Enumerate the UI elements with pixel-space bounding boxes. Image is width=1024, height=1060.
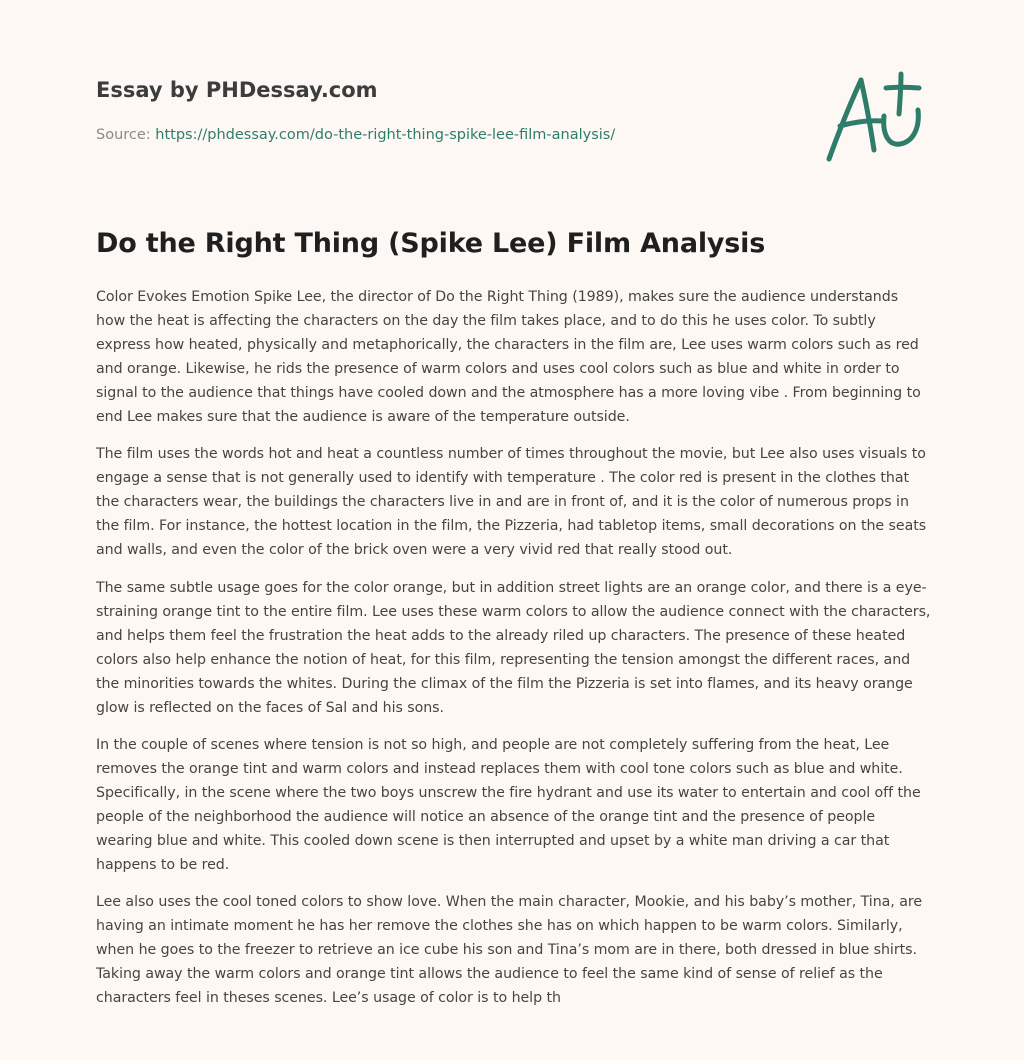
source-label: Source: [96, 127, 156, 143]
essay-paragraph: The film uses the words hot and heat a countless number of times throughout the movie, but Lee also uses visuals to engage a sense that is not generally used to identify with temperature . The color red is present in the clothes that the characters wear, the buildings the characters live in and are in front of, and it is the color of numerous props in the film. For instance, the hottest location in the film, the Pizzeria, had tabletop items, small decorations on the seats and walls, and even the color of the brick oven were a very vivid red that really stood out. [96, 446, 927, 559]
source-line [96, 125, 796, 145]
page-header [96, 76, 796, 145]
a-plus-grade-icon [818, 66, 930, 166]
essay-paragraph: In the couple of scenes where tension is not so high, and people are not completely suffering from the heat, Lee removes the orange tint and warm colors and instead replaces them with cool tone colors such as blue and white. Specifically, in the scene where the two boys unscrew the fire hydrant and use its water to entertain and cool off the people of the neighborhood the audience will notice an absence of the orange tint and the presence of people wearing blue and white. This cooled down scene is then interrupted and upset by a white man driving a car that happens to be red. [96, 736, 921, 874]
essay-paragraph: The same subtle usage goes for the color orange, but in addition street lights are an orange color, and there is a eye-straining orange tint to the entire film. Lee uses these warm colors to allow the audience connect with the characters, and helps them feel the frustration the heat adds to the already riled up characters. The presence of these heated colors also help enhance the notion of heat, for this film, representing the tension amongst the different races, and the minorities towards the whites. During the climax of the film the Pizzeria is set into flames, and its heavy orange glow is reflected on the faces of Sal and his sons. [96, 579, 931, 716]
site-name: Essay by PHDessay.com [96, 78, 378, 102]
essay-paragraph: Lee also uses the cool toned colors to show love. When the main character, Mookie, and his baby’s mother, Tina, are having an intimate moment he has her remove the clothes she has on which happen to be warm colors. Similarly, when he goes to the freezer to retrieve an ice cube his son and Tina’s mom are in there, both dressed in blue shirts. Taking away the warm colors and orange tint allows the audience to feel the same kind of sense of relief as the characters feel in theses scenes. Lee’s usage of color is to help th [96, 894, 922, 1007]
essay-paragraph: Color Evokes Emotion Spike Lee, the director of Do the Right Thing (1989), makes sure the audience understands how the heat is affecting the characters on the day the film takes place, and to do this he uses color. To subtly express how heated, physically and metaphorically, the characters in the film are, Lee uses warm colors such as red and orange. Likewise, he rids the presence of warm colors and uses cool colors such as blue and white in order to signal to the audience that things have cooled down and the atmosphere has a more loving vibe . From beginning to end Lee makes sure that the audience is aware of the temperature outside. [96, 289, 921, 426]
essay-body [96, 285, 931, 1023]
source-link[interactable]: https://phdessay.com/do-the-right-thing-spike-lee-film-analysis/ [155, 127, 616, 143]
a-plus-logo-graphic [818, 66, 930, 166]
essay-title: Do the Right Thing (Spike Lee) Film Analysis [96, 228, 766, 259]
